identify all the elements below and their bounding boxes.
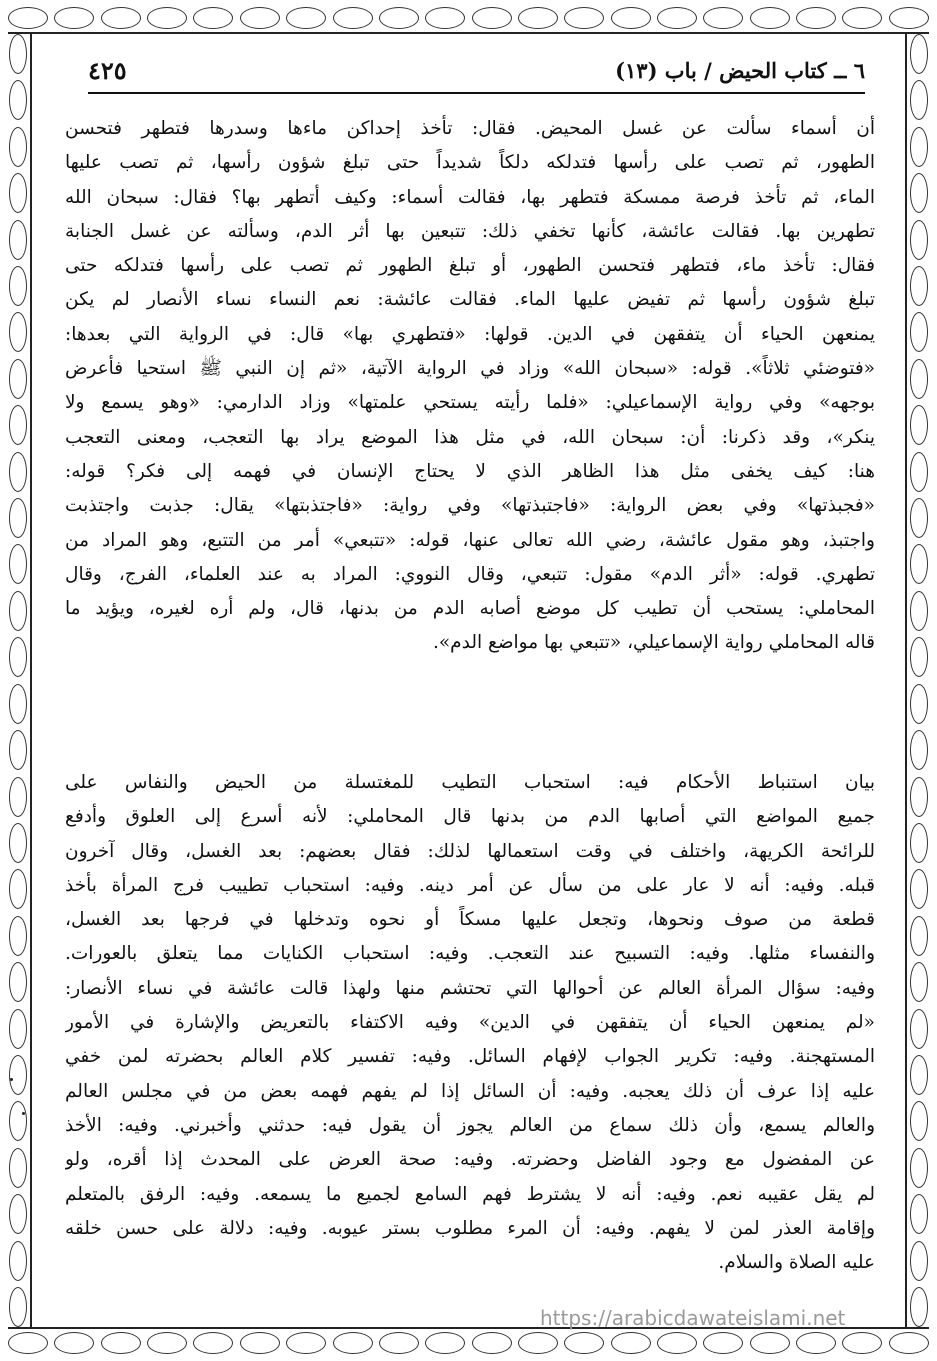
border-ornament [240,7,280,29]
border-ornament [796,7,836,29]
border-ornament [9,684,27,724]
chapter-title: ٦ ــ كتاب الحيض / باب (١٣) [615,58,865,83]
border-ornament [286,1332,326,1354]
border-ornament [910,1194,928,1234]
border-ornament [750,1332,790,1354]
border-ornament [9,1148,27,1188]
border-ornament [910,80,928,120]
border-ornament [910,1101,928,1141]
border-ornament [147,7,187,29]
text-line: هنا: كيف يخفى مثل هذا الظاهر الذي لا يحتاج الإنسان في فهمه إلى فكر؟ قوله: [65,460,875,482]
border-ornament [9,869,27,909]
border-ornament [564,7,604,29]
border-ornament [910,1148,928,1188]
border-ornament [54,1332,94,1354]
border-ornament [910,266,928,306]
border-ornament [910,220,928,260]
border-ornament [9,591,27,631]
text-line: عليه إذا عرف أن ذلك يعجبه. وفيه: أن السائل إذا لم يفهم فهمه بعض من في مجلس العالم [65,1080,875,1102]
border-ornament [9,1055,27,1095]
border-ornament [193,1332,233,1354]
border-ornament [9,962,27,1002]
border-ornament [9,359,27,399]
text-line: واجتبذ، وهو مقول عائشة، رضي الله تعالى عنها، قوله: «تتبعي» أمر من التتبع، وهو المراد من [65,529,875,551]
text-line: تطهري. قوله: «أثر الدم» مقول: تتبعي، وقال النووي: المراد به عند العلماء، الفرج، وقال [65,563,875,585]
text-line: عليه الصلاة والسلام. [718,1252,875,1274]
text-line: قاله المحاملي رواية الإسماعيلي، «تتبعي بها مواضع الدم». [432,632,875,654]
border-ornament [842,1332,882,1354]
border-ornament [425,7,465,29]
border-ornament [147,1332,187,1354]
commentary-section [65,112,875,661]
border-ornament [518,7,558,29]
border-ornament [286,7,326,29]
text-line: بيان استنباط الأحكام فيه: استحباب التطيب للمغتسلة من الحيض والنفاس على [65,772,875,793]
border-ornament [379,7,419,29]
border-ornament [101,1332,141,1354]
text-line: للرائحة الكريهة، واختلف في وقت استعمالها لذلك: فقال بعضهم: بعد الغسل، وقال آخرون [65,840,875,862]
text-line: تبلغ شؤون رأسها ثم تفيض عليها الماء. فقالت عائشة: نعم النساء نساء الأنصار لم يكن [65,289,875,311]
border-ornament [910,34,928,74]
text-line: «فجبذتها» وفي بعض الرواية: «فاجتبذتها» وفي رواية: «فاجتذبتها» يقال: جذبت واجتذبت [65,495,875,517]
border-ornament [910,1287,928,1327]
border-ornament [842,7,882,29]
border-ornament [750,7,790,29]
text-line: والنفساء مثلها. وفيه: التسبيح عند التعجب. وفيه: استحباب الكنايات مما يتعلق بالعورات. [65,943,875,965]
border-ornament [472,7,512,29]
border-ornament [9,80,27,120]
border-ornament [611,1332,651,1354]
border-ornament [910,869,928,909]
border-ornament [889,1332,929,1354]
border-ornament [9,1194,27,1234]
text-line: أن أسماء سألت عن غسل المحيض. فقال: تأخذ إحداكن ماءها وسدرها فتطهر فتحسن [65,118,875,139]
text-line: وإقامة العذر لمن لا يفهم. وفيه: أن المرء مطلوب بستر عيوبه. وفيه: دلالة على حسن خلقه [65,1217,875,1239]
text-line: قبله. وفيه: أنه لا عار على من سأل عن أمر دينه. وفيه: استحباب تطييب فرج المرأة بأخذ [65,874,875,896]
border-ornament [910,452,928,492]
border-ornament [910,312,928,352]
border-ornament [910,730,928,770]
border-ornament [193,7,233,29]
margin-dot [10,1078,13,1081]
border-ornament [9,452,27,492]
border-ornament [518,1332,558,1354]
page-header [88,58,865,94]
border-ornament [9,823,27,863]
border-ornament [910,591,928,631]
ornamental-border-right [905,34,931,1327]
border-ornament [910,1055,928,1095]
text-line: الماء، ثم تأخذ فرصة ممسكة فتطهر بها، فقالت أسماء: وكيف أتطهر بها؟ فقال: سبحان الله [65,186,875,208]
border-ornament [425,1332,465,1354]
text-line: عن المفضول مع وجود الفاضل وحضرته. وفيه: صحة العرض على المحدث إذا أقره، ولو [65,1149,875,1171]
border-ornament [9,498,27,538]
border-ornament [9,312,27,352]
border-ornament [9,266,27,306]
border-ornament [9,173,27,213]
border-ornament [9,777,27,817]
border-ornament [910,173,928,213]
border-ornament [910,1241,928,1281]
border-ornament [611,7,651,29]
border-ornament [9,405,27,445]
border-ornament [910,544,928,584]
text-line: تطهرين بها. فقالت عائشة، كأنها تخفي ذلك: تتبعين بها أثر الدم، وسألته عن غسل الجنابة [65,220,875,242]
text-line: «فتوضئي ثلاثاً». قوله: «سبحان الله» وزاد في الرواية الآتية، «ثم إن النبي ﷺ استحيا فأعرض [65,358,875,380]
border-ornament [703,1332,743,1354]
border-ornament [910,637,928,677]
text-line: ينكر»، وقد ذكرنا: أن: سبحان الله، في مثل هذا الموضع يراد بها التعجب، ومعنى التعجب [65,426,875,448]
border-ornament [9,127,27,167]
page-number: ٤٢٥ [88,56,127,85]
border-ornament [910,498,928,538]
border-ornament [333,1332,373,1354]
border-ornament [657,7,697,29]
border-ornament [9,1287,27,1327]
ornamental-border-left [6,34,32,1327]
border-ornament [910,359,928,399]
text-line: «لم يمنعهن الحياء أن يتفقهن في الدين» وفيه الاكتفاء بالتعريض والإشارة في الأمور [65,1012,875,1034]
border-ornament [889,7,929,29]
ornamental-border-bottom [8,1327,929,1357]
border-ornament [703,7,743,29]
border-ornament [910,405,928,445]
text-line: بوجهه» وفي رواية الإسماعيلي: «فلما رأيته يستحي علمتها» وزاد الدارمي: «وهو يسمع ولا [65,392,875,414]
border-ornament [101,7,141,29]
border-ornament [9,1101,27,1141]
border-ornament [910,916,928,956]
border-ornament [9,916,27,956]
border-ornament [564,1332,604,1354]
text-line: وفيه: سؤال المرأة العالم عن أحوالها التي تحتشم منها ولهذا قالت عائشة في نساء الأنصار: [65,977,875,999]
border-ornament [379,1332,419,1354]
border-ornament [333,7,373,29]
text-line: فقال: تأخذ ماء، فتطهر فتحسن الطهور، أو تبلغ الطهور ثم تصب على رأسها فتدلكه حتى [65,255,875,277]
text-line: والعالم يسمع، وأن ذلك سماع من العالم يجوز أن يقول فيه: حدثني وأخبرني. وفيه: الأخذ [65,1114,875,1136]
text-line: المستهجنة. وفيه: تكرير الجواب لإفهام السائل. وفيه: تفسير كلام العالم بحضرته لمن خفي [65,1046,875,1068]
border-ornament [9,544,27,584]
border-ornament [9,1241,27,1281]
border-ornament [9,1009,27,1049]
border-ornament [910,1009,928,1049]
border-ornament [9,730,27,770]
ornamental-border-top [8,4,929,34]
border-ornament [910,684,928,724]
border-ornament [8,7,48,29]
border-ornament [910,823,928,863]
border-ornament [910,127,928,167]
text-line: الطهور، ثم تصب على رأسها فتدلكه دلكاً شديداً حتى تبلغ شؤون رأسها، ثم تصب عليها [65,152,875,174]
border-ornament [910,962,928,1002]
border-ornament [8,1332,48,1354]
border-ornament [657,1332,697,1354]
border-ornament [240,1332,280,1354]
border-ornament [472,1332,512,1354]
watermark-url: https://arabicdawateislami.net [540,1306,846,1330]
border-ornament [910,777,928,817]
border-ornament [9,637,27,677]
margin-dot [22,1112,25,1115]
text-line: المحاملي: يستحب أن تطيب كل موضع أصابه الدم من بدنها، قال، ولم أره لغيره، ويؤيد ما [65,598,875,620]
text-line: يمنعهن الحياء أن يتفقهن في الدين. قولها: «فتطهري بها» قال: في الرواية التي بعدها: [65,323,875,345]
text-line: قطعة من صوف ونحوها، وتجعل عليها مسكاً أو نحوه وتدخلها في فرجها بعد الغسل، [65,909,875,931]
text-line: جميع المواضع التي أصابها الدم من بدنها قال المحاملي: لأنه أسرع إلى العلوق وأدفع [65,806,875,828]
border-ornament [54,7,94,29]
border-ornament [9,34,27,74]
rulings-section [65,766,875,1280]
border-ornament [9,220,27,260]
text-line: لم يقل عقيبه نعم. وفيه: أنه لا يشترط فهم السامع لجميع ما يسمعه. وفيه: الرفق بالمتعلم [65,1183,875,1205]
border-ornament [796,1332,836,1354]
